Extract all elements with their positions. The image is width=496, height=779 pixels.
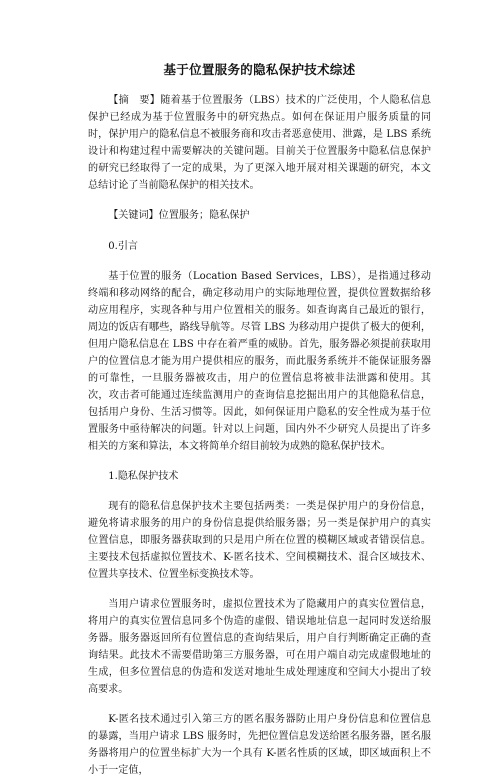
abstract-paragraph: 【摘 要】随着基于位置服务（LBS）技术的广泛使用，个人隐私信息保护已经成为基于位置服务中的研究热点。如何在保证用户服务质量的同时，保护用户的隐私信息不被服务商和攻击者恶意使用、泄露，是 LBS 系统设计和构建过程中需要解决的关键问题。目前关于位置服务中隐私信息保护的研究已经取得了一定的成果，为了更深入地开展对相关课题的研究，本文总结讨论了当前隐私保护的相关技术。 xyxy=(88,95,431,191)
body-paragraph-3: K-匿名技术通过引入第三方的匿名服务器防止用户身份信息和位置信息的暴露，当用户请求 LBS 服务时，先把位置信息发送给匿名服务器，匿名服务器将用户的位置坐标扩大为一个具有 K-匿名性质的区域，即区域面积上不小于一定值， xyxy=(88,714,431,776)
body-paragraph-1: 现有的隐私信息保护技术主要包括两类：一类是保护用户的身份信息，避免将请求服务的用户的身份信息提供给服务器；另一类是保护用户的真实位置信息，即服务器获取到的只是用户所在位置的模糊区域或者错误信息。主要技术包括虚拟位置技术、K-匿名技术、空间模糊技术、混合区域技术、位置共享技术、位置坐标变换技术等。 xyxy=(88,501,431,580)
section-heading-privacy-tech: 1.隐私保护技术 xyxy=(108,471,179,482)
keywords-line: 【关键词】位置服务；隐私保护 xyxy=(108,210,250,221)
intro-paragraph: 基于位置的服务（Location Based Services，LBS），是指通过移动终端和移动网络的配合，确定移动用户的实际地理位置，提供位置数据给移动应用程序，实现各种与用户位置相关的服务。如查询离自己最近的银行，周边的饭店有哪些，路线导航等。尽管 LBS 为移动用户提供了极大的便利，但用户隐私信息在 LBS 中存在着严重的威胁。首先，服务器必须提前获取用户的位置信息才能为用户提供相应的服务，而此服务系统并不能保证服务器的可靠性，一旦服务器被攻击，用户的位置信息将被非法泄露和使用。其次，攻击者可能通过连续监测用户的查询信息挖掘出用户的其他隐私信息，包括用户身份、生活习惯等。因此，如何保证用户隐私的安全性成为基于位置服务中亟待解决的问题。针对以上问题，国内外不少研究人员提出了许多相关的方案和算法，本文将简单介绍目前较为成熟的隐私保护技术。 xyxy=(88,271,431,452)
paper-title: 基于位置服务的隐私保护技术综述 xyxy=(163,62,356,77)
body-paragraph-2: 当用户请求位置服务时，虚拟位置技术为了隐藏用户的真实位置信息，将用户的真实位置信息同多个伪造的虚假、错误地址信息一起同时发送给服务器。服务器返回所有位置信息的查询结果后，用户自行判断确定正确的查询结果。此技术不需要借助第三方服务器，可在用户端自动完成虚假地址的生成，但多位置信息的伪造和发送对地址生成处理速度和空间大小提出了较高要求。 xyxy=(88,599,431,695)
section-heading-intro: 0.引言 xyxy=(108,241,139,252)
